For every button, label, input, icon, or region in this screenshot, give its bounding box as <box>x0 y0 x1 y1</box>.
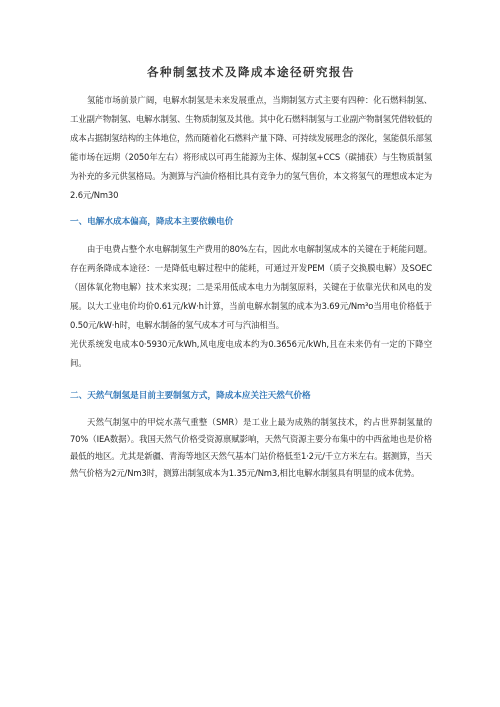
section1-paragraph-1: 由于电费占整个水电解制氢生产费用的80%左右，因此水电解制氢成本的关键在于耗能问题。存在两条降成本途径：一是降低电解过程中的能耗，可通过开发PEM（质子交换膜电解）及SOEC（固体氧化物电解）技术来实现；二是采用低成本电力为制氢原料，关键在于依靠光伏和风电的发展。以大工业电价均价0.61元/kW·h计算，当前电解水制氢的成本为3.69元/Nm³o当用电价格低于0.50元/kW·h时，电解水制备的氢气成本才可与汽油相当。 <box>70 244 432 330</box>
document-page <box>70 64 432 482</box>
section1-paragraph-2: 光伏系统发电成本0·5930元/kWh,风电度电成本约为0.3656元/kWh,且在未来仍有一定的下降空间。 <box>70 339 432 368</box>
section2-paragraph-1: 天然气制氢中的甲烷水蒸气重整（SMR）是工业上最为成熟的制氢技术，约占世界制氢量的70%（IEA数据）。我国天然气价格受资源禀赋影响，天然气资源主要分布集中的中西盆地也是价格最低的地区。尤其是新疆、青海等地区天然气基本门站价格低至1·2元/千立方米左右。据测算，当天然气价格为2元/Nm3时，测算出制氢成本为1.35元/Nm3,相比电解水制氢具有明显的成本优势。 <box>70 417 432 478</box>
document-title: 各种制氢技术及降成本途径研究报告 <box>147 65 355 79</box>
intro-paragraph: 氢能市场前景广阔，电解水制氢是未来发展重点，当期制氢方式主要有四种：化石燃料制氢、工业副产物制氢、电解水制氢、生物质制氢及其他。其中化石燃料制氢与工业副产物制氢凭借较低的成本占据制氢结构的主体地位，然而随着化石燃料产量下降、可持续发展理念的深化，氢能俱乐部氢能市场在远期（2050年左右）将形成以可再生能源为主体、煤制氢+CCS（碳捕获）与生物质制氢为补充的多元供氢格局。为测算与汽油价格相比具有竞争力的氢气售价，本文将氢气的理想成本定为2.6元/Nm30 <box>70 95 432 200</box>
section2-heading: 二、天然气制氢是目前主要制氢方式，降成本应关注天然气价格 <box>70 391 311 401</box>
section1-heading: 一、电解水成本偏高，降成本主要依赖电价 <box>70 217 234 227</box>
